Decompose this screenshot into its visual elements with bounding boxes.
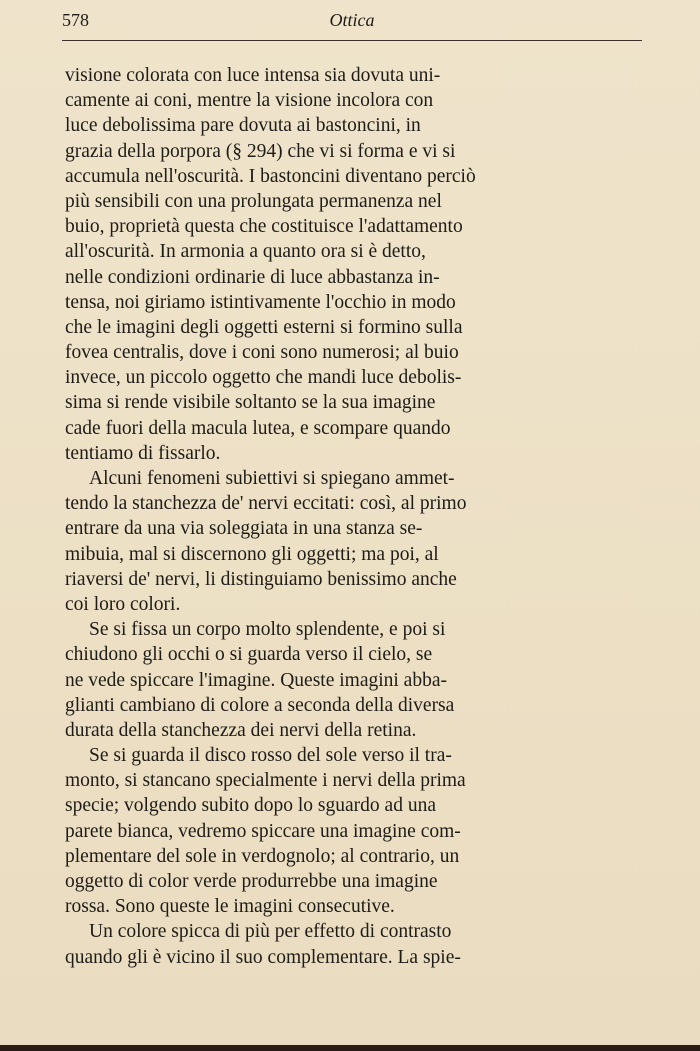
paragraph-first-line: Se si fissa un corpo molto splendente, e poi si: [89, 619, 446, 641]
text-line: fovea centralis, dove i coni sono numerosi; al buio: [65, 342, 459, 364]
text-line: grazia della porpora (§ 294) che vi si forma e vi si: [65, 140, 456, 162]
text-line: rossa. Sono queste le imagini consecutive.: [65, 896, 395, 918]
text-line: luce debolissima pare dovuta ai bastoncini, in: [65, 115, 421, 137]
text-line: glianti cambiano di colore a seconda della diversa: [65, 694, 455, 716]
text-line: che le imagini degli oggetti esterni si formino sulla: [65, 316, 463, 338]
text-line: riaversi de' nervi, li distinguiamo benissimo anche: [65, 568, 457, 590]
text-line: chiudono gli occhi o si guarda verso il cielo, se: [65, 644, 433, 666]
text-line: coi loro colori.: [65, 593, 181, 615]
text-line: parete bianca, vedremo spiccare una imagine com-: [65, 820, 461, 842]
text-line: tensa, noi giriamo istintivamente l'occhio in modo: [65, 291, 456, 313]
text-line: sima si rende visibile soltanto se la sua imagine: [65, 392, 436, 414]
page-number: 578: [62, 10, 89, 30]
text-line: più sensibili con una prolungata permanenza nel: [65, 190, 442, 212]
text-line: all'oscurità. In armonia a quanto ora si è detto,: [65, 241, 426, 263]
paragraph-first-line: Se si guarda il disco rosso del sole verso il tra-: [89, 745, 452, 767]
header-rule: [62, 40, 642, 41]
page-header: [62, 10, 642, 40]
text-line: specie; volgendo subito dopo lo sguardo ad una: [65, 795, 436, 817]
page-bottom-edge: [0, 1045, 700, 1051]
running-title: Ottica: [329, 10, 375, 30]
paragraph-first-line: Alcuni fenomeni subiettivi si spiegano ammet-: [89, 468, 455, 489]
paragraph-first-line: Un colore spicca di più per effetto di contrasto: [89, 921, 452, 943]
text-line: buio, proprietà questa che costituisce l'adattamento: [65, 216, 463, 238]
text-line: tendo la stanchezza de' nervi eccitati: così, al primo: [65, 493, 467, 515]
text-line: visione colorata con luce intensa sia dovuta uni-: [65, 65, 441, 86]
text-line: entrare da una via soleggiata in una stanza se-: [65, 518, 423, 540]
text-line: camente ai coni, mentre la visione incolora con: [65, 90, 434, 112]
text-line: quando gli è vicino il suo complementare. La spie-: [65, 946, 461, 968]
text-line: mibuia, mal si discernono gli oggetti; ma poi, al: [65, 543, 439, 565]
text-line: invece, un piccolo oggetto che mandi luce debolis-: [65, 367, 462, 389]
text-line: oggetto di color verde produrrebbe una imagine: [65, 871, 438, 892]
text-line: durata della stanchezza dei nervi della retina.: [65, 719, 417, 741]
text-line: cade fuori della macula lutea, e scompare quando: [65, 417, 451, 439]
body-text: [65, 63, 648, 970]
text-line: plementare del sole in verdognolo; al contrario, un: [65, 845, 460, 867]
text-line: ne vede spiccare l'imagine. Queste imagini abba-: [65, 669, 447, 691]
text-line: nelle condizioni ordinarie di luce abbastanza in-: [65, 266, 440, 288]
text-line: tentiamo di fissarlo.: [65, 442, 221, 464]
text-line: monto, si stancano specialmente i nervi della prima: [65, 770, 466, 792]
text-line: accumula nell'oscurità. I bastoncini diventano perciò: [65, 165, 476, 187]
